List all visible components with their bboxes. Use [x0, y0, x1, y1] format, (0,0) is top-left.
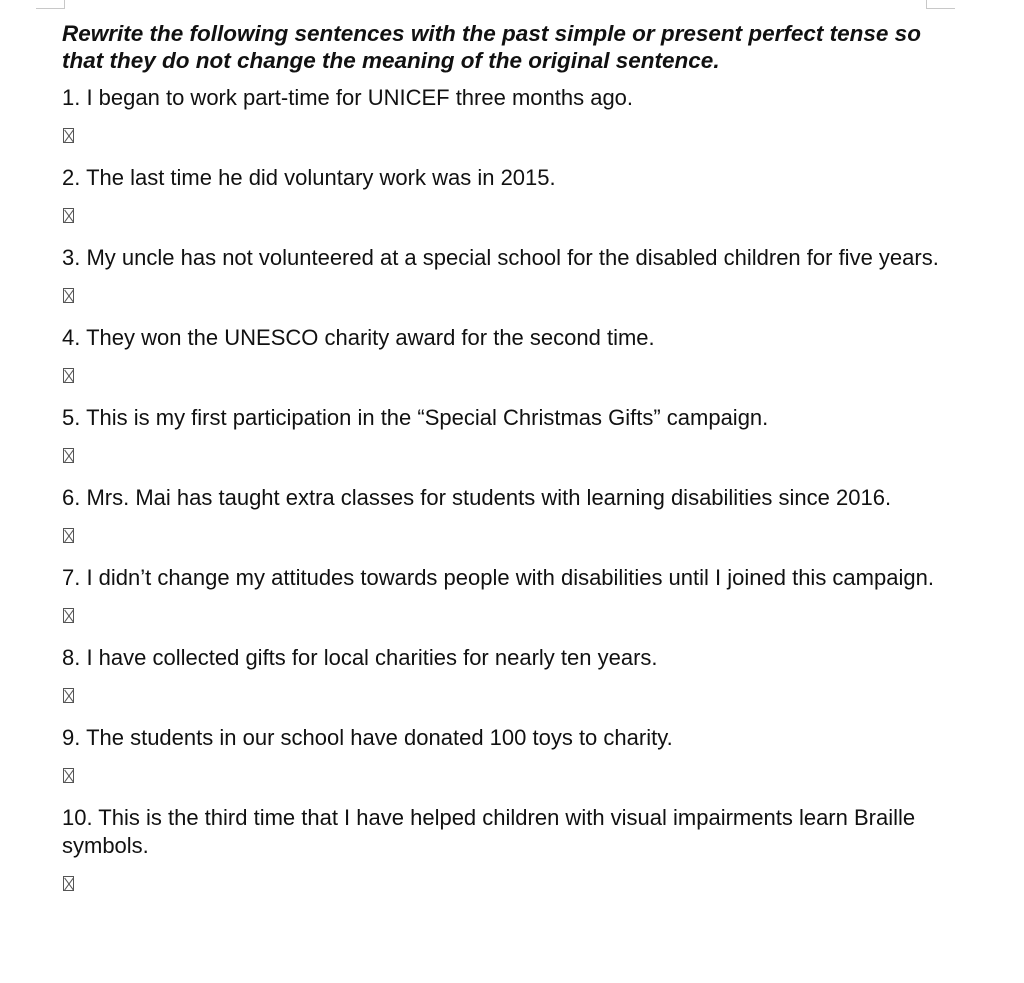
missing-glyph-icon [63, 688, 74, 703]
exercise-item-10 [62, 804, 942, 891]
missing-glyph-icon [63, 608, 74, 623]
exercise-item-1 [62, 84, 942, 143]
sentence-7: 7. I didn’t change my attitudes towards people with disabilities until I joined this campaign. [62, 565, 934, 590]
missing-glyph-icon [63, 528, 74, 543]
exercise-item-2 [62, 164, 942, 223]
exercise-item-5 [62, 404, 942, 463]
missing-glyph-icon [63, 768, 74, 783]
exercise-instructions: Rewrite the following sentences with the past simple or present perfect tense so that they do not change the meaning of the original sentence. [62, 21, 921, 73]
missing-glyph-icon [63, 368, 74, 383]
sentence-10: 10. This is the third time that I have helped children with visual impairments learn Braille symbols. [62, 805, 916, 858]
sentence-1: 1. I began to work part-time for UNICEF three months ago. [62, 85, 634, 110]
sentence-9: 9. The students in our school have donated 100 toys to charity. [62, 725, 673, 750]
sentence-6: 6. Mrs. Mai has taught extra classes for students with learning disabilities since 2016. [62, 485, 892, 510]
exercise-item-9 [62, 724, 942, 783]
exercise-item-4 [62, 324, 942, 383]
exercise-item-6 [62, 484, 942, 543]
missing-glyph-icon [63, 876, 74, 891]
exercise-item-7 [62, 564, 942, 623]
sentence-4: 4. They won the UNESCO charity award for the second time. [62, 325, 655, 350]
page-corner-mark-left [36, 0, 65, 9]
exercise-item-3 [62, 244, 942, 303]
missing-glyph-icon [63, 128, 74, 143]
sentence-3: 3. My uncle has not volunteered at a special school for the disabled children for five years. [62, 245, 939, 270]
sentence-2: 2. The last time he did voluntary work was in 2015. [62, 165, 556, 190]
missing-glyph-icon [63, 208, 74, 223]
missing-glyph-icon [63, 448, 74, 463]
sentence-8: 8. I have collected gifts for local charities for nearly ten years. [62, 645, 658, 670]
missing-glyph-icon [63, 288, 74, 303]
page-corner-mark-right [926, 0, 955, 9]
exercise-item-8 [62, 644, 942, 703]
document-page [62, 20, 942, 912]
sentence-5: 5. This is my first participation in the “Special Christmas Gifts” campaign. [62, 405, 769, 430]
